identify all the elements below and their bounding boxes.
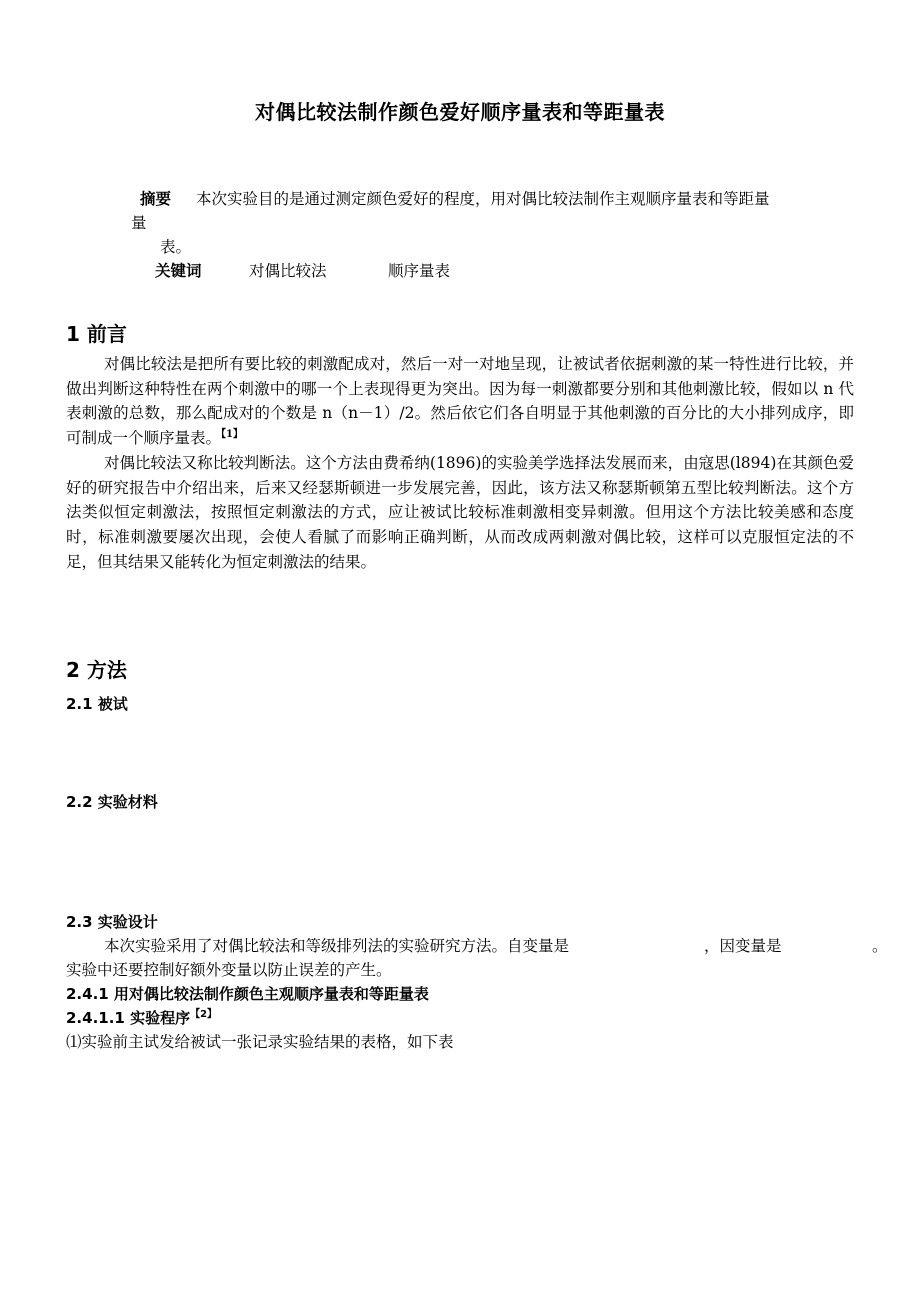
keyword-1: 对偶比较法 [249, 262, 327, 280]
design-line1-b: ，因变量是 [704, 937, 782, 955]
subsection-materials: 2.2 实验材料 [66, 793, 158, 811]
subsection-participants: 2.1 被试 [66, 695, 128, 713]
design-line2: 实验中还要控制好额外变量以防止误差的产生。 [66, 961, 392, 979]
subsection-2-4-1: 2.4.1 用对偶比较法制作颜色主观顺序量表和等距量表 [66, 985, 429, 1003]
procedure-step-1: ⑴实验前主试发给被试一张记录实验结果的表格，如下表 [66, 1033, 454, 1051]
abstract-text-cont: 表。 [160, 238, 192, 256]
citation-1: 【1】 [221, 428, 243, 440]
subsection-design: 2.3 实验设计 [66, 913, 158, 931]
design-line1-a: 本次实验采用了对偶比较法和等级排列法的实验研究方法。自变量是 [104, 937, 570, 955]
section-heading-intro: 1 前言 [66, 322, 127, 346]
abstract-block [140, 187, 171, 209]
procedure-heading: 2.4.1.1 实验程序 [66, 1009, 191, 1027]
abstract-text: 本次实验目的是通过测定颜色爱好的程度，用对偶比较法制作主观顺序量表和等距量 [196, 190, 770, 208]
keywords-label: 关键词 [155, 262, 202, 280]
abstract-wrap: 量 [131, 214, 147, 232]
design-line1-c: 。 [872, 937, 888, 955]
keywords-line [155, 259, 202, 281]
intro-p1-text: 对偶比较法是把所有要比较的刺激配成对，然后一对一对地呈现，让被试者依据刺激的某一特性进行比较，并做出判断这种特性在两个刺激中的哪一个上表现得更为突出。因为每一刺激都要分别和其他刺激比较，假如以 n 代表刺激的总数，那么配成对的个数是 n（n－1）/2。然后依它们各自明显于其他刺激的百分比的大小排列成序，即可制成一个顺序量表。 [66, 355, 854, 448]
keyword-2: 顺序量表 [388, 262, 451, 280]
paper-title: 对偶比较法制作颜色爱好顺序量表和等距量表 [255, 100, 665, 124]
intro-paragraph-2: 对偶比较法又称比较判断法。这个方法由费希纳(1896)的实验美学选择法发展而来，由寇思(l894)在其颜色爱好的研究报告中介绍出来，后来又经瑟斯顿进一步发展完善，因此，该方法又称瑟斯顿第五型比较判断法。这个方法类似恒定刺激法，按照恒定刺激法的方式，应让被试比较标准刺激相变异刺激。但用这个方法比较美感和态度时，标准刺激要屡次出现，会使人看腻了而影响正确判断，从而改成两刺激对偶比较，这样可以克服恒定法的不足，但其结果又能转化为恒定刺激法的结果。 [66, 454, 854, 571]
citation-2: 【2】 [190, 1009, 218, 1020]
subsection-2-4-1-1 [66, 1007, 217, 1028]
abstract-label: 摘要 [140, 190, 172, 208]
section-heading-method: 2 方法 [66, 658, 127, 682]
intro-paragraph-1 [66, 352, 854, 451]
